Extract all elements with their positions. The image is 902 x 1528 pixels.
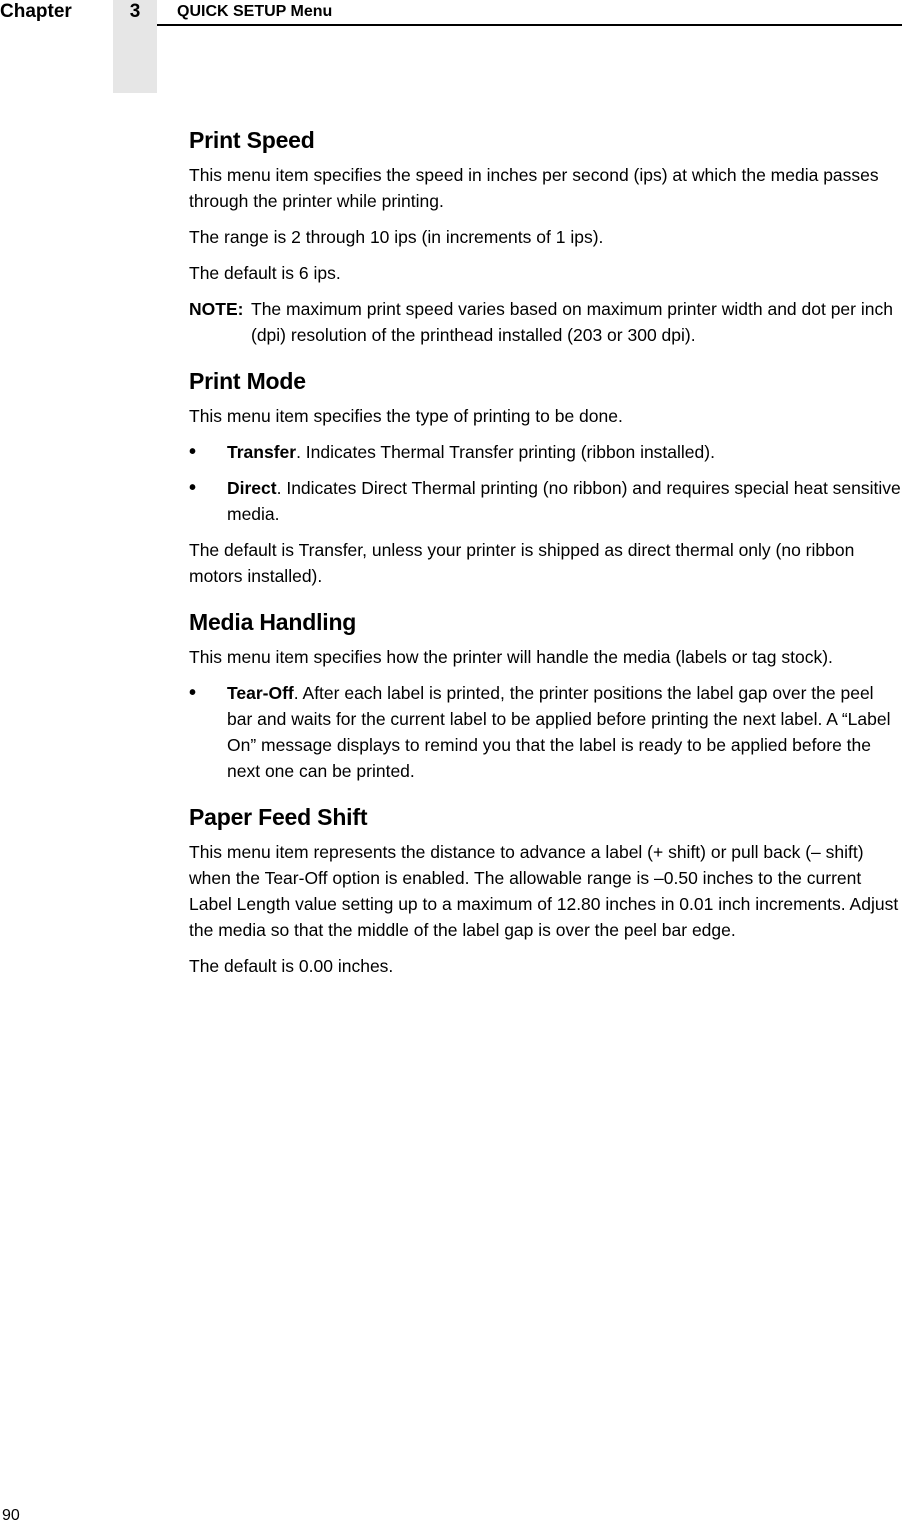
media-handling-description: This menu item specifies how the printer will handle the media (labels or tag stock). bbox=[189, 647, 833, 667]
header-rule bbox=[157, 24, 902, 26]
print-speed-range: The range is 2 through 10 ips (in increments of 1 ips). bbox=[189, 227, 604, 247]
bullet-item-tear-off bbox=[189, 680, 901, 784]
section-print-speed bbox=[189, 124, 901, 348]
running-header-title: QUICK SETUP Menu bbox=[177, 3, 333, 20]
bullet-term: Tear-Off bbox=[227, 683, 294, 703]
bullet-icon: • bbox=[189, 441, 197, 463]
section-media-handling bbox=[189, 606, 901, 784]
print-speed-description: This menu item specifies the speed in inches per second (ips) at which the media passes through the printer while printing. bbox=[189, 165, 879, 211]
bullet-icon: • bbox=[189, 477, 197, 499]
note-label: NOTE: bbox=[189, 299, 244, 319]
page-number: 90 bbox=[2, 1507, 20, 1524]
bullet-icon: • bbox=[189, 682, 197, 704]
bullet-item-direct bbox=[189, 475, 901, 527]
paper-feed-shift-description: This menu item represents the distance to advance a label (+ shift) or pull back (– shift) when the Tear-Off option is enabled. The allowable range is –0.50 inches to the current Label Length value setting up to a maximum of 12.80 inches in 0.01 inch increments. Adjust the media so that the middle of the label gap is over the peel bar edge. bbox=[189, 842, 899, 940]
bullet-item-transfer bbox=[189, 439, 901, 465]
print-mode-heading: Print Mode bbox=[189, 368, 306, 394]
print-speed-note bbox=[189, 296, 901, 348]
print-speed-heading: Print Speed bbox=[189, 127, 315, 153]
chapter-tab bbox=[113, 0, 157, 93]
bullet-text: . Indicates Thermal Transfer printing (ribbon installed). bbox=[296, 442, 715, 462]
print-mode-default: The default is Transfer, unless your printer is shipped as direct thermal only (no ribbon motors installed). bbox=[189, 540, 855, 586]
print-speed-default: The default is 6 ips. bbox=[189, 263, 341, 283]
chapter-number: 3 bbox=[129, 1, 141, 22]
paper-feed-shift-default: The default is 0.00 inches. bbox=[189, 956, 394, 976]
page-content bbox=[189, 124, 901, 996]
bullet-text: . Indicates Direct Thermal printing (no ribbon) and requires special heat sensitive media. bbox=[227, 478, 901, 524]
section-print-mode bbox=[189, 365, 901, 589]
print-mode-description: This menu item specifies the type of printing to be done. bbox=[189, 406, 623, 426]
media-handling-heading: Media Handling bbox=[189, 609, 357, 635]
note-text: The maximum print speed varies based on maximum printer width and dot per inch (dpi) resolution of the printhead installed (203 or 300 dpi). bbox=[251, 299, 893, 345]
paper-feed-shift-heading: Paper Feed Shift bbox=[189, 804, 368, 830]
bullet-term: Transfer bbox=[227, 442, 297, 462]
section-paper-feed-shift bbox=[189, 801, 901, 979]
bullet-text: . After each label is printed, the printer positions the label gap over the peel bar and waits for the current label to be applied before printing the next label. A “Label On” message displays to remind you that the label is ready to be applied before the next one can be printed. bbox=[227, 683, 891, 781]
bullet-term: Direct bbox=[227, 478, 277, 498]
chapter-label: Chapter bbox=[0, 1, 72, 22]
